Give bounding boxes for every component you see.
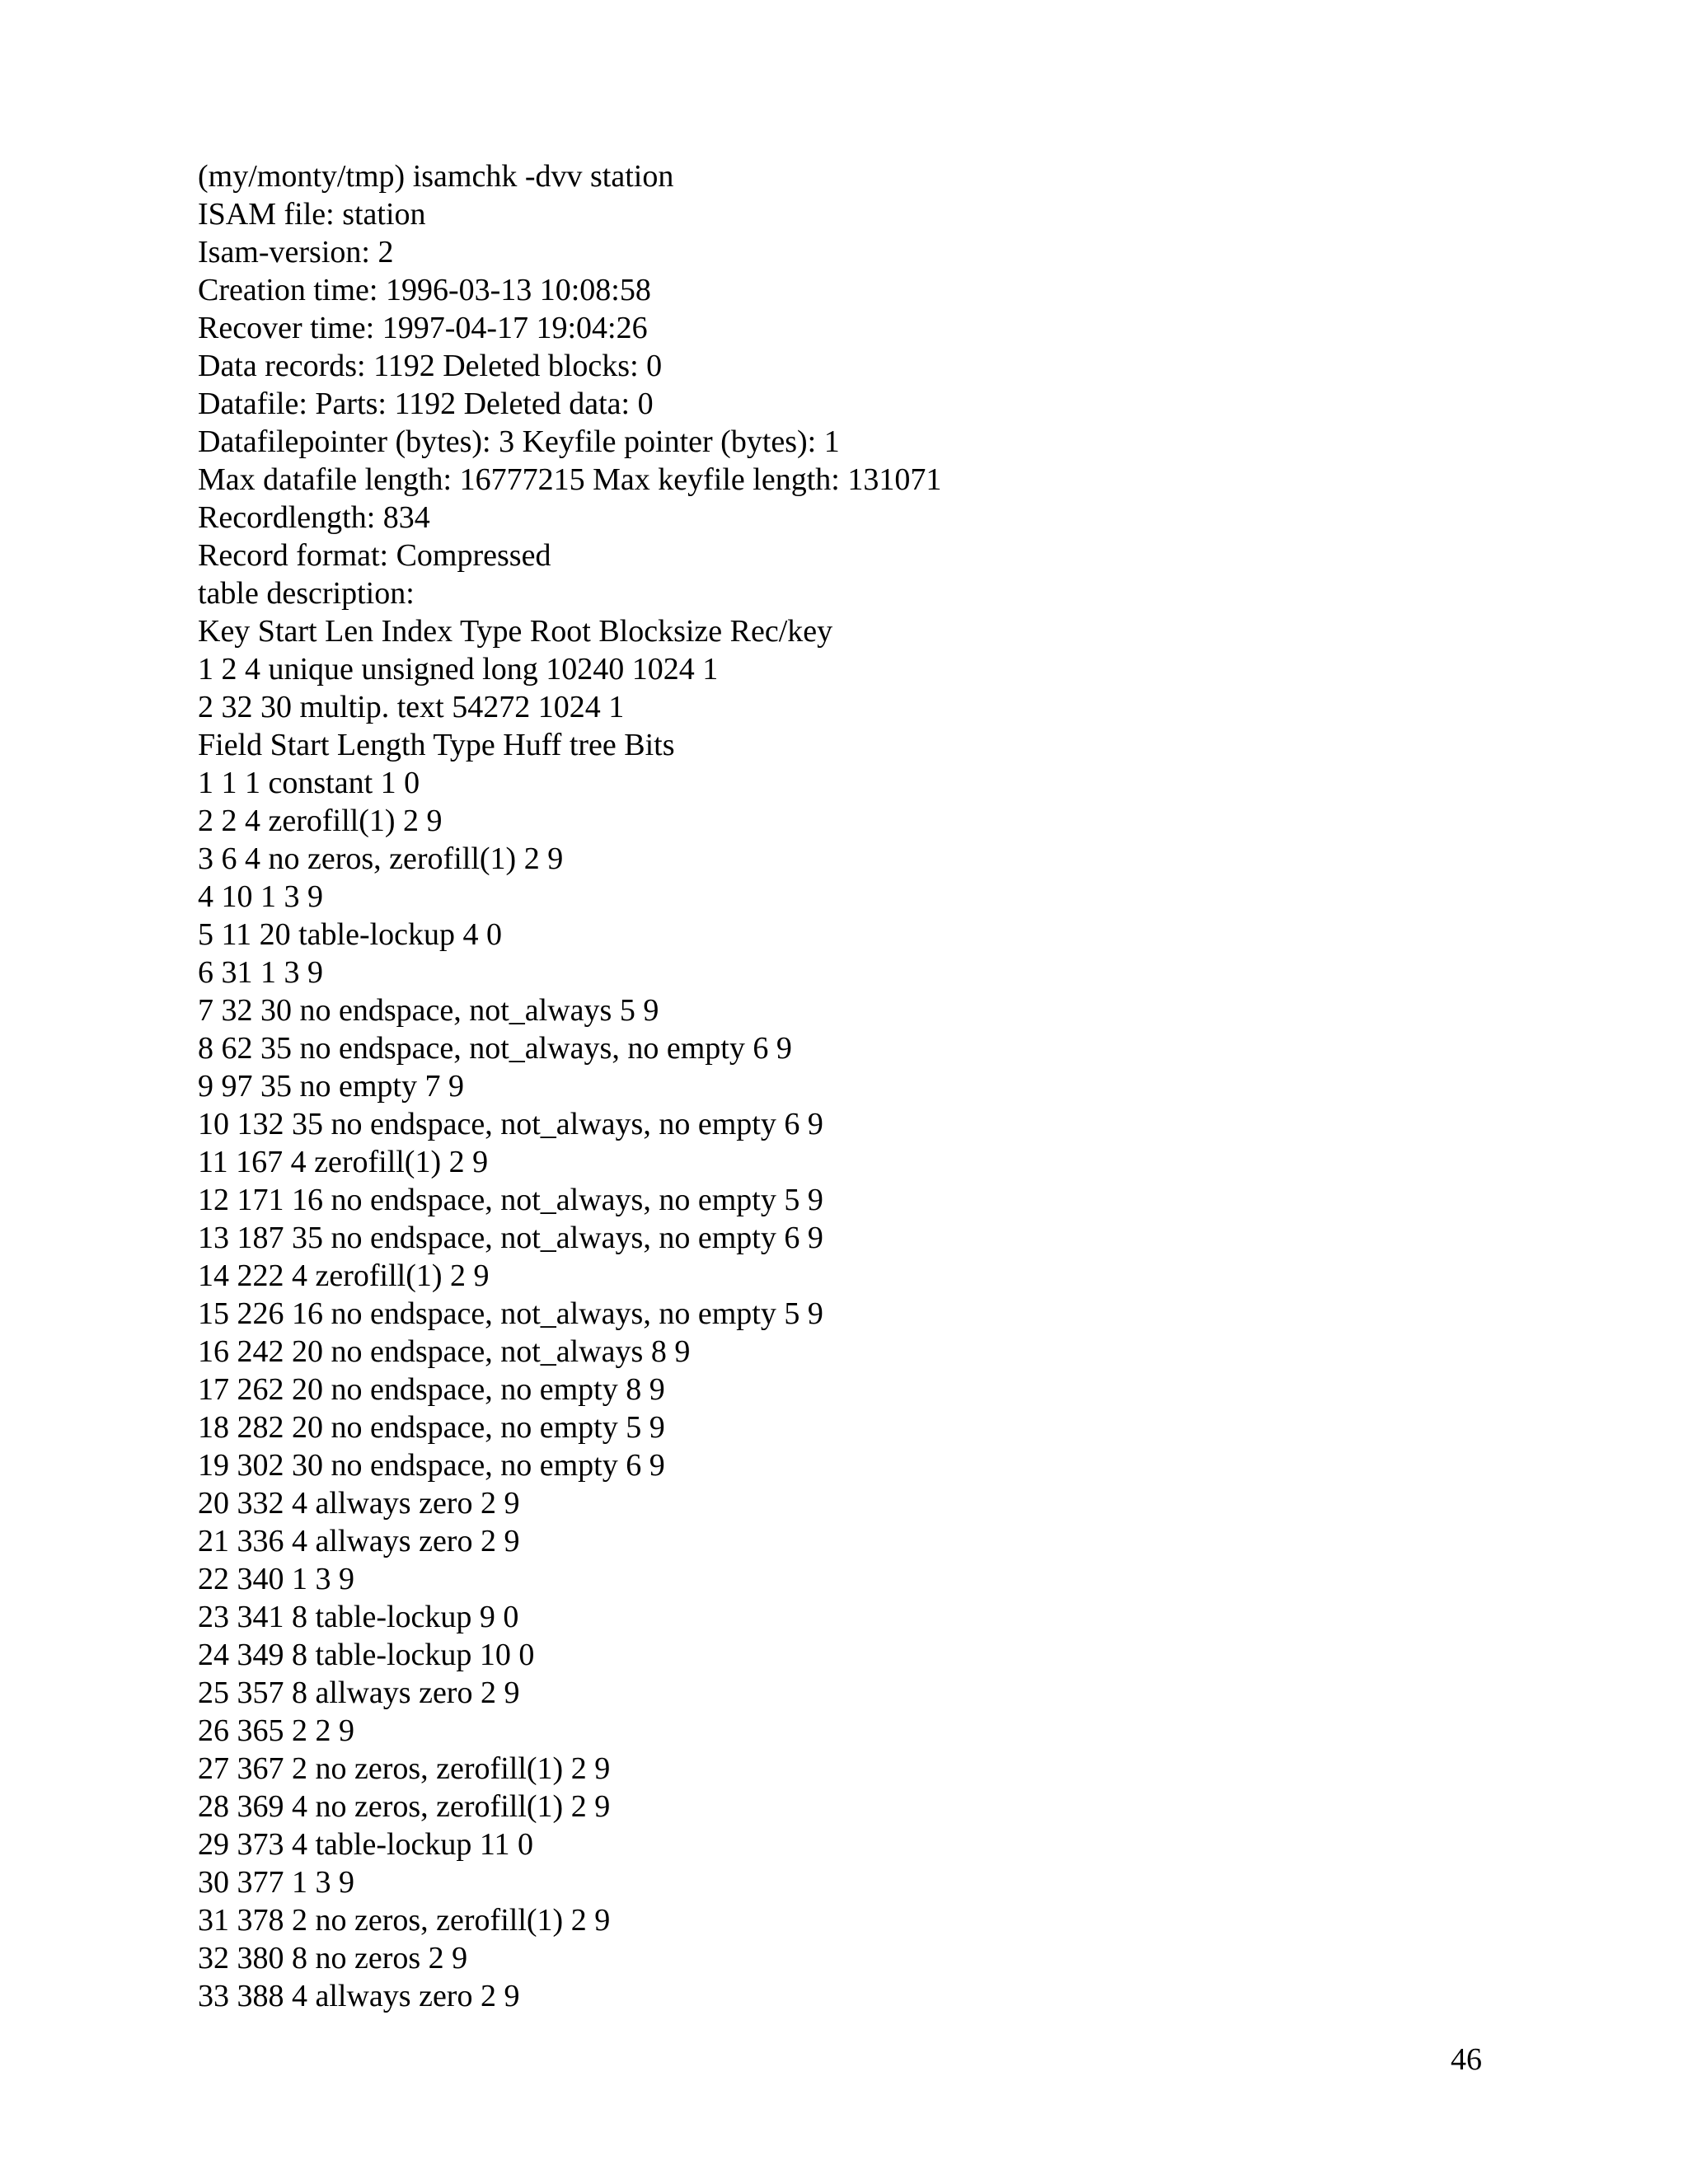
text-line: 33 388 4 allways zero 2 9 bbox=[198, 1979, 520, 2013]
isamchk-output bbox=[198, 157, 1599, 2015]
text-line: 18 282 20 no endspace, no empty 5 9 bbox=[198, 1410, 665, 1445]
text-line: 15 226 16 no endspace, not_always, no empty 5 9 bbox=[198, 1296, 823, 1331]
text-line: 22 340 1 3 9 bbox=[198, 1562, 354, 1596]
text-line: 6 31 1 3 9 bbox=[198, 955, 323, 990]
text-line: Data records: 1192 Deleted blocks: 0 bbox=[198, 349, 663, 383]
text-line: Recover time: 1997-04-17 19:04:26 bbox=[198, 311, 648, 345]
text-line: Field Start Length Type Huff tree Bits bbox=[198, 728, 675, 762]
text-line: table description: bbox=[198, 576, 415, 611]
text-line: ISAM file: station bbox=[198, 197, 426, 232]
text-line: (my/monty/tmp) isamchk -dvv station bbox=[198, 159, 674, 194]
text-line: 19 302 30 no endspace, no empty 6 9 bbox=[198, 1448, 665, 1483]
text-line: 31 378 2 no zeros, zerofill(1) 2 9 bbox=[198, 1903, 611, 1938]
text-line: 30 377 1 3 9 bbox=[198, 1865, 354, 1900]
text-line: 12 171 16 no endspace, not_always, no empty 5 9 bbox=[198, 1183, 823, 1217]
text-line: 4 10 1 3 9 bbox=[198, 879, 323, 914]
text-line: 26 365 2 2 9 bbox=[198, 1713, 354, 1748]
text-line: 1 2 4 unique unsigned long 10240 1024 1 bbox=[198, 652, 719, 687]
text-line: 23 341 8 table-lockup 9 0 bbox=[198, 1600, 519, 1634]
text-line: Isam-version: 2 bbox=[198, 235, 394, 269]
text-line: 2 2 4 zerofill(1) 2 9 bbox=[198, 804, 443, 838]
text-line: Creation time: 1996-03-13 10:08:58 bbox=[198, 273, 651, 307]
text-line: 9 97 35 no empty 7 9 bbox=[198, 1069, 464, 1104]
text-line: 17 262 20 no endspace, no empty 8 9 bbox=[198, 1372, 665, 1407]
text-line: 7 32 30 no endspace, not_always 5 9 bbox=[198, 993, 659, 1028]
text-line: 11 167 4 zerofill(1) 2 9 bbox=[198, 1145, 489, 1179]
text-line: 25 357 8 allways zero 2 9 bbox=[198, 1675, 520, 1710]
text-line: 1 1 1 constant 1 0 bbox=[198, 766, 420, 800]
text-line: 8 62 35 no endspace, not_always, no empty 6 9 bbox=[198, 1031, 792, 1066]
text-line: 2 32 30 multip. text 54272 1024 1 bbox=[198, 690, 625, 724]
text-line: 14 222 4 zerofill(1) 2 9 bbox=[198, 1258, 490, 1293]
text-line: 28 369 4 no zeros, zerofill(1) 2 9 bbox=[198, 1789, 611, 1824]
text-line: 27 367 2 no zeros, zerofill(1) 2 9 bbox=[198, 1751, 611, 1786]
text-line: Record format: Compressed bbox=[198, 538, 551, 573]
text-line: Datafile: Parts: 1192 Deleted data: 0 bbox=[198, 387, 654, 421]
text-line: 5 11 20 table-lockup 4 0 bbox=[198, 917, 503, 952]
text-line: 32 380 8 no zeros 2 9 bbox=[198, 1941, 468, 1975]
text-line: 16 242 20 no endspace, not_always 8 9 bbox=[198, 1334, 691, 1369]
text-line: 29 373 4 table-lockup 11 0 bbox=[198, 1827, 534, 1862]
text-line: 13 187 35 no endspace, not_always, no empty 6 9 bbox=[198, 1221, 823, 1255]
text-line: 21 336 4 allways zero 2 9 bbox=[198, 1524, 520, 1558]
text-line: 3 6 4 no zeros, zerofill(1) 2 9 bbox=[198, 841, 564, 876]
text-line: Key Start Len Index Type Root Blocksize Rec/key bbox=[198, 614, 833, 649]
text-line: Datafilepointer (bytes): 3 Keyfile pointer (bytes): 1 bbox=[198, 424, 840, 459]
text-line: 20 332 4 allways zero 2 9 bbox=[198, 1486, 520, 1521]
page-number: 46 bbox=[1451, 2042, 1482, 2077]
text-line: 24 349 8 table-lockup 10 0 bbox=[198, 1638, 535, 1672]
text-line: Recordlength: 834 bbox=[198, 500, 430, 535]
text-line: 10 132 35 no endspace, not_always, no empty 6 9 bbox=[198, 1107, 823, 1141]
text-line: Max datafile length: 16777215 Max keyfile length: 131071 bbox=[198, 462, 942, 497]
